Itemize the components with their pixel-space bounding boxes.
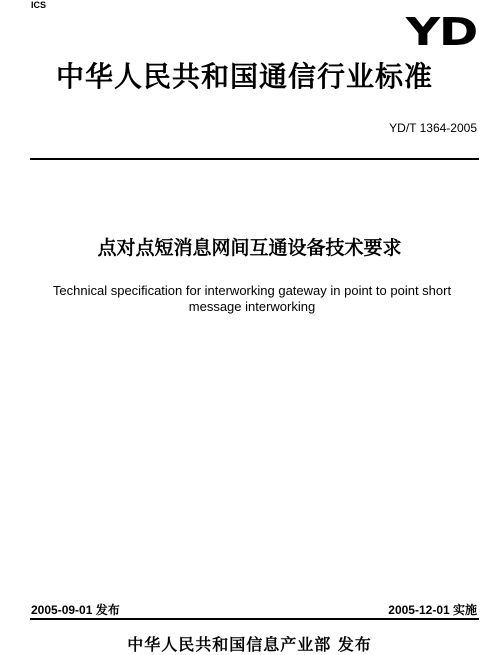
issue-date: 2005-09-01 发布 [31, 603, 120, 617]
implementation-date: 2005-12-01 实施 [388, 603, 477, 617]
ics-label: ICS [31, 0, 47, 10]
publisher: 中华人民共和国信息产业部 发布 [127, 635, 372, 654]
english-title-line-1: Technical specification for interworking gateway in point to point short [52, 283, 452, 298]
chinese-title: 点对点短消息网间互通设备技术要求 [97, 237, 402, 259]
english-title-line-2: message interworking [188, 299, 316, 314]
yd-logo: YD [405, 10, 477, 54]
bottom-divider [30, 618, 479, 620]
top-divider [30, 158, 479, 160]
english-title [24, 283, 480, 315]
standard-category-title: 中华人民共和国通信行业标准 [56, 60, 434, 93]
standard-number: YD/T 1364-2005 [389, 121, 477, 135]
